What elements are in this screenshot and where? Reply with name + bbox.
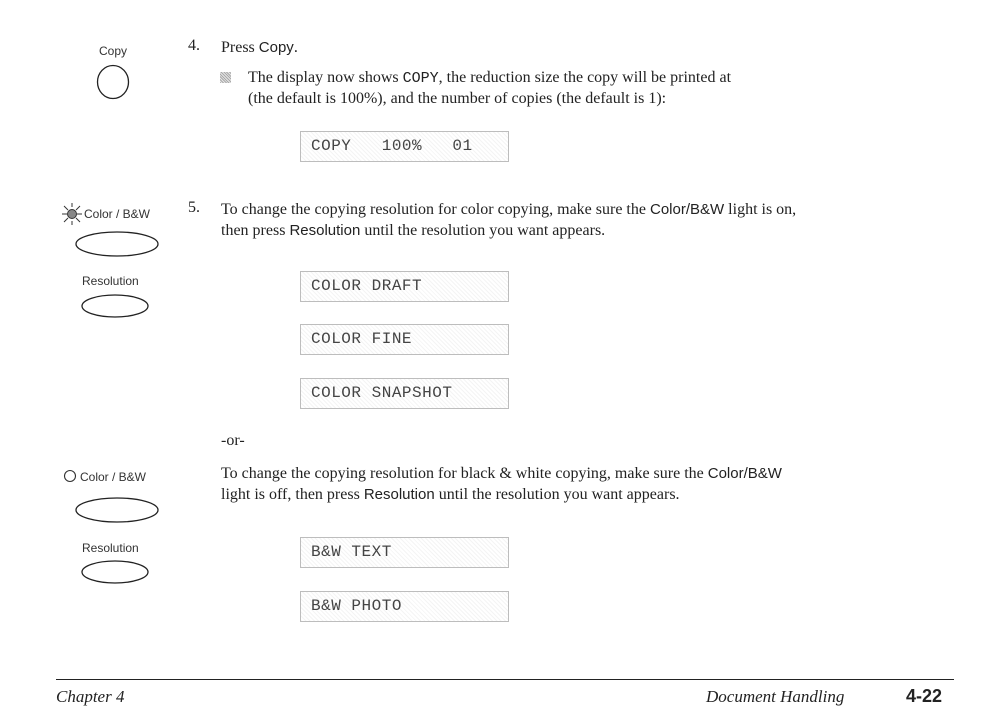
bw-line-2-pre: light is off, then press <box>221 486 364 503</box>
footer-section: Document Handling <box>706 687 845 706</box>
step-4-bullet-line-1 <box>248 67 731 89</box>
bw-line-2-post: until the resolution you want appears. <box>434 486 680 503</box>
lcd-text: COPY 100% 01 <box>311 137 473 155</box>
step-5-number: 5. <box>188 199 200 216</box>
copy-key-text: Copy <box>258 39 294 56</box>
lcd-display-color-draft <box>300 271 509 302</box>
lcd-display-bw-photo <box>300 591 509 622</box>
lcd-display-bw-text <box>300 537 509 568</box>
step-5-line-2 <box>221 220 605 241</box>
footer-page-number: 4-22 <box>906 686 943 706</box>
resolution-button-icon <box>80 293 150 319</box>
step-4-period: . <box>293 39 298 56</box>
bullet-line-1-post: , the reduction size the copy will be printed at <box>438 69 732 86</box>
resolution-key-text: Resolution <box>289 222 361 239</box>
or-separator: -or- <box>221 432 245 449</box>
resolution-key-label-2: Resolution <box>82 541 139 555</box>
copy-code-text: COPY <box>402 70 439 87</box>
lcd-text: COLOR SNAPSHOT <box>311 384 453 402</box>
step-5-line-1-post: light is on, <box>724 201 797 218</box>
lcd-text: B&W TEXT <box>311 543 392 561</box>
step-5-line-1 <box>221 199 796 220</box>
bw-line-2 <box>221 484 680 505</box>
color-bw-key-label-2: Color / B&W <box>80 470 147 484</box>
lcd-display-color-snapshot <box>300 378 509 409</box>
copy-button-icon <box>96 64 130 100</box>
step-5-line-2-pre: then press <box>221 222 290 239</box>
step-5-line-2-post: until the resolution you want appears. <box>360 222 606 239</box>
light-off-icon <box>63 469 77 483</box>
step-5-line-1-pre: To change the copying resolution for color copying, make sure the <box>221 201 650 218</box>
lcd-text: COLOR FINE <box>311 330 413 348</box>
color-bw-key-text: Color/B&W <box>649 201 725 218</box>
bullet-square-icon <box>220 72 231 83</box>
bw-line-1 <box>221 463 782 484</box>
color-bw-button-icon-2 <box>74 496 160 524</box>
bw-line-1-pre: To change the copying resolution for black & white copying, make sure the <box>221 465 708 482</box>
step-4-bullet-line-2: (the default is 100%), and the number of copies (the default is 1): <box>248 90 667 107</box>
light-on-icon <box>58 202 86 226</box>
footer-chapter: Chapter 4 <box>56 687 125 706</box>
step-4-number: 4. <box>188 37 200 54</box>
color-bw-key-text-2: Color/B&W <box>707 465 782 482</box>
resolution-key-text-2: Resolution <box>363 486 435 503</box>
lcd-text: B&W PHOTO <box>311 597 402 615</box>
bullet-line-1-pre: The display now shows <box>248 69 403 86</box>
color-bw-key-label: Color / B&W <box>84 207 151 221</box>
copy-key-label: Copy <box>99 44 128 58</box>
color-bw-button-icon <box>74 230 160 258</box>
lcd-display-copy <box>300 131 509 162</box>
lcd-text: COLOR DRAFT <box>311 277 423 295</box>
resolution-button-icon-2 <box>80 559 150 585</box>
lcd-display-color-fine <box>300 324 509 355</box>
step-4-text <box>221 37 298 58</box>
step-4-press: Press <box>221 39 259 56</box>
footer-rule <box>56 679 954 680</box>
resolution-key-label: Resolution <box>82 274 139 288</box>
